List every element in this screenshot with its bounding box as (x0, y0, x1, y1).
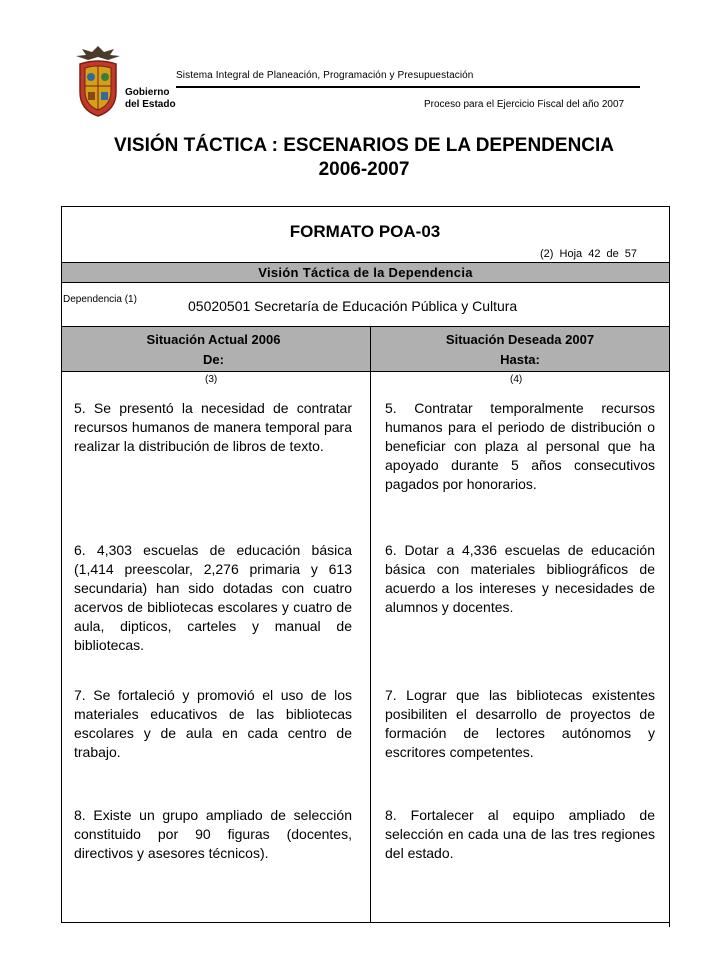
current-situation-item: 7. Se fortaleció y promovió el uso de los materiales educativos de las bibliotecas escolares y de aula en cada centro de trabajo. (74, 687, 352, 760)
desired-ref: (4) (510, 374, 523, 385)
current-situation-item: 8. Existe un grupo ampliado de selección constituido por 90 figuras (docentes, directivos y asesores técnicos). (74, 807, 352, 861)
dependency-label: Dependencia (1) (63, 294, 137, 305)
process-text: Proceso para el Ejercicio Fiscal del año 2007 (424, 99, 625, 110)
current-situation-header: Situación Actual 2006 De: (146, 332, 281, 367)
page-title: VISIÓN TÁCTICA : ESCENARIOS DE LA DEPENDENCIA 2006-2007 (113, 135, 615, 180)
form-name: FORMATO POA-03 (289, 222, 441, 241)
government-label: Gobierno del Estado (125, 87, 176, 110)
current-situation-item: 5. Se presentó la necesidad de contratar recursos humanos de manera temporal para realizar la distribución de libros de texto. (74, 400, 352, 454)
state-seal-logo (72, 44, 124, 118)
form-frame-bottom-border (61, 922, 670, 923)
current-situation-item: 6. 4,303 escuelas de educación básica (1,414 preescolar, 2,276 primaria y 613 secundaria) han sido dotadas con cuatro acervos de bibliotecas escolares y cuatro de aula, dipticos, carteles y manual de bibliotecas. (74, 542, 352, 653)
sheet-indicator (540, 248, 637, 260)
column-header-band (62, 326, 669, 372)
desired-situation-item: 5. Contratar temporalmente recursos humanos para el periodo de distribución o beneficiar con plaza al personal que ha apoyado durante 5 años consecutivos pagados por honorarios. (385, 400, 655, 492)
desired-situation-item: 8. Fortalecer al equipo ampliado de selección en cada una de las tres regiones del estado. (385, 807, 655, 861)
sheet-text: Hoja 42 de 57 (559, 248, 638, 260)
desired-situation-item: 7. Lograr que las bibliotecas existentes posibiliten el desarrollo de proyectos de formación de lectores autónomos y escritores competentes. (385, 687, 655, 760)
dependency-value: 05020501 Secretaría de Educación Pública y Cultura (188, 298, 518, 314)
column-divider (370, 326, 371, 922)
section-title: Visión Táctica de la Dependencia (258, 265, 473, 280)
section-title-band (62, 262, 669, 283)
sheet-ref: (2) (540, 248, 554, 260)
system-name: Sistema Integral de Planeación, Programación y Presupuestación (176, 70, 474, 81)
current-ref: (3) (205, 374, 218, 385)
form-frame-right-border (669, 206, 670, 927)
desired-situation-header: Situación Deseada 2007 Hasta: (445, 332, 595, 367)
header-rule (176, 86, 640, 88)
desired-situation-item: 6. Dotar a 4,336 escuelas de educación básica con materiales bibliográficos de acuerdo a los intereses y necesidades de alumnos y docentes. (385, 542, 655, 615)
